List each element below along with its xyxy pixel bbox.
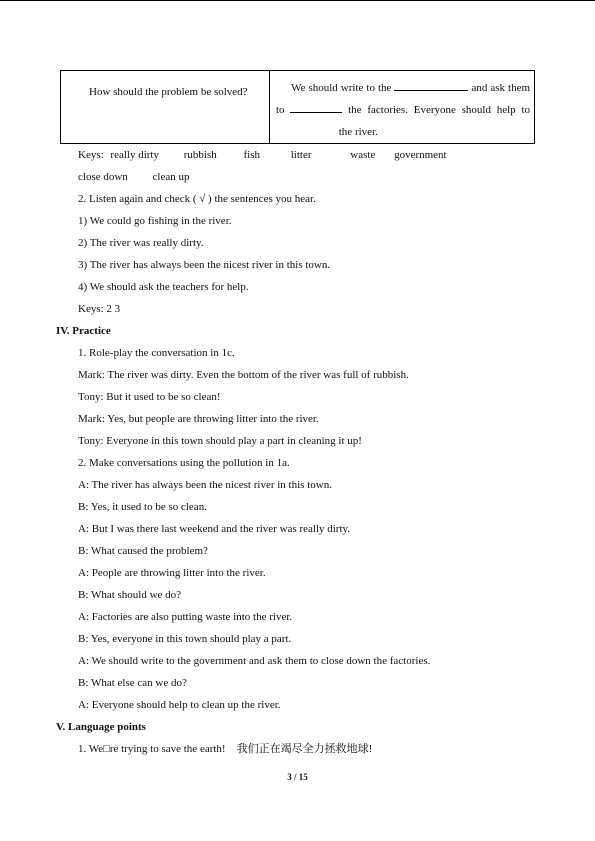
- practice-heading: IV. Practice: [56, 325, 111, 337]
- answer-part-2: and ask them to: [276, 82, 531, 116]
- dialogue-line: A: But I was there last weekend and the river was really dirty.: [78, 523, 351, 535]
- answer-text: [270, 71, 534, 143]
- keys-label: Keys:: [78, 149, 104, 161]
- dialogue-line: A: We should write to the government and ask them to close down the factories.: [78, 655, 431, 667]
- key-word: rubbish: [183, 149, 217, 161]
- answer-part-1: We should write to the: [291, 82, 392, 94]
- role-play-instruction: 1. Role-play the conversation in 1c.: [78, 347, 235, 359]
- dialogue-line: B: What caused the problem?: [78, 545, 208, 557]
- question-cell: [61, 71, 270, 144]
- listen-item: 3) The river has always been the nicest river in this town.: [78, 259, 331, 271]
- blank-1[interactable]: [394, 78, 468, 91]
- page-number: 3 / 15: [287, 772, 308, 782]
- answer-part-4: the river.: [338, 126, 378, 138]
- dialogue-line: A: The river has always been the nicest river in this town.: [78, 479, 332, 491]
- key-word: close down: [78, 171, 128, 183]
- listen-item: 2) The river was really dirty.: [78, 237, 204, 249]
- dialogue-line: B: Yes, everyone in this town should play a part.: [78, 633, 292, 645]
- conversation-line: Tony: Everyone in this town should play a part in cleaning it up!: [78, 435, 362, 447]
- listen-keys: Keys: 2 3: [78, 303, 121, 315]
- keys-row-1: [78, 148, 447, 162]
- blank-2[interactable]: [290, 100, 342, 113]
- keys-row-2: [78, 170, 190, 184]
- listen-item: 4) We should ask the teachers for help.: [78, 281, 249, 293]
- dialogue-line: B: Yes, it used to be so clean.: [78, 501, 207, 513]
- question-table: [60, 70, 535, 144]
- conversation-line: Tony: But it used to be so clean!: [78, 391, 221, 403]
- key-word: waste: [350, 149, 376, 161]
- dialogue-line: A: People are throwing litter into the river.: [78, 567, 266, 579]
- key-word: clean up: [152, 171, 190, 183]
- key-word: really dirty: [110, 149, 159, 161]
- language-points-heading: V. Language points: [56, 721, 146, 733]
- key-word: government: [394, 149, 447, 161]
- make-conversation-instruction: 2. Make conversations using the pollution in 1a.: [78, 457, 290, 469]
- dialogue-line: B: What else can we do?: [78, 677, 187, 689]
- conversation-line: Mark: Yes, but people are throwing litter into the river.: [78, 413, 319, 425]
- dialogue-line: A: Factories are also putting waste into the river.: [78, 611, 293, 623]
- question-text: How should the problem be solved?: [89, 86, 248, 98]
- language-point-item: 1. We□re trying to save the earth! 我们正在竭尽全力拯救地球!: [78, 743, 373, 755]
- answer-cell: [270, 71, 535, 144]
- answer-part-3: the factories. Everyone should help to: [348, 104, 531, 116]
- listen-item: 1) We could go fishing in the river.: [78, 215, 232, 227]
- blank-3[interactable]: [276, 122, 336, 135]
- listen-instruction: 2. Listen again and check ( √ ) the sentences you hear.: [78, 193, 316, 205]
- header-rule: [0, 0, 595, 1]
- conversation-line: Mark: The river was dirty. Even the bottom of the river was full of rubbish.: [78, 369, 409, 381]
- key-word: fish: [243, 149, 260, 161]
- dialogue-line: A: Everyone should help to clean up the river.: [78, 699, 281, 711]
- dialogue-line: B: What should we do?: [78, 589, 182, 601]
- key-word: litter: [290, 149, 312, 161]
